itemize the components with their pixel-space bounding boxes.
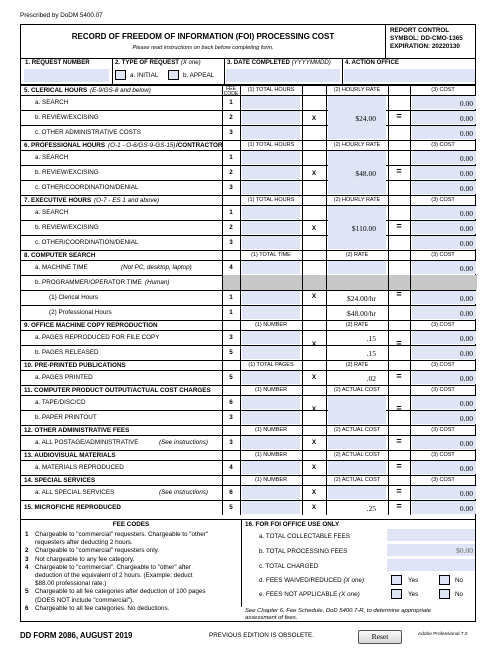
s9-row-0-hours-field[interactable]: [242, 331, 300, 344]
initial-checkbox[interactable]: [115, 70, 126, 80]
s8-row-a-cost-value: 0.00: [459, 264, 473, 273]
appeal-checkbox[interactable]: [168, 70, 179, 80]
s14-row-note: (See instructions): [159, 489, 208, 496]
section-s10-col3: (3) COST: [431, 362, 455, 368]
s7-eq-mark: =: [396, 221, 402, 231]
section-s5-col1: (1) TOTAL HOURS: [247, 87, 295, 93]
fee-codes-title: FEE CODES: [112, 521, 150, 528]
action-office-label: 4. ACTION OFFICE: [345, 59, 399, 66]
fee-code-number-3: 3: [25, 555, 29, 563]
section-s13-col2: (2) ACTUAL COST: [333, 452, 381, 458]
s8-eq-mark: =: [396, 289, 402, 299]
s8-row-a-note: (Not PC, desktop, laptop): [121, 264, 192, 271]
s8-professional-hours-field[interactable]: [242, 306, 300, 319]
section-s13-col3: (3) COST: [431, 452, 455, 458]
fee-code-4-line: $88.00 professional rate.): [35, 580, 107, 588]
request-number-label: 1. REQUEST NUMBER: [25, 59, 90, 66]
s14-x-mark: X: [311, 489, 317, 496]
fees-waived-label: d. FEES WAIVED/REDUCED: [259, 577, 342, 584]
fee-code-number-2: 2: [25, 547, 29, 555]
s15-cost-value: 0.00: [459, 504, 473, 513]
s7-row-0-label: a. SEARCH: [35, 209, 69, 216]
report-control-2: SYMBOL: DD-CMO-1365: [390, 35, 463, 42]
s15-number-field[interactable]: [242, 501, 300, 514]
s13-row-hours-field[interactable]: [242, 461, 300, 474]
s11-row-1-hours-field[interactable]: [242, 411, 300, 424]
s5-row-1-code: 2: [229, 114, 233, 121]
fees-waived-yes-checkbox[interactable]: [391, 575, 402, 585]
s11-row-0-code: 6: [229, 399, 233, 406]
code-label: CODE: [223, 91, 239, 97]
s6-row-0-hours-field[interactable]: [242, 151, 300, 164]
footnote-line-1: See Chapter 6, Fee Schedule, DoD 5400.7-R, to determine appropriate: [245, 608, 431, 614]
section-s6-col2: (2) HOURLY RATE: [333, 142, 381, 148]
s6-row-1-label: b. REVIEW/EXCISING: [35, 169, 99, 176]
s6-rate-value: $48.00: [355, 169, 376, 178]
s11-row-1-cost-value: 0.00: [459, 414, 473, 423]
s9-row-1-label: b. PAGES RELEASED: [35, 349, 99, 356]
s6-row-2-label: c. OTHER/COORDINATION/DENIAL: [35, 184, 139, 191]
s5-row-2-label: c. OTHER ADMINISTRATIVE COSTS: [35, 129, 141, 136]
s6-x-mark: X: [311, 170, 317, 177]
s9-eq-mark: =: [396, 338, 402, 348]
section-s12-col2: (2) ACTUAL COST: [333, 427, 381, 433]
s5-row-1-cost-value: 0.00: [459, 114, 473, 123]
fee-code-6-line: Chargeable to all fee categories. No deductions.: [35, 604, 170, 612]
section-s10-col2: (2) RATE: [345, 362, 369, 368]
s7-row-0-hours-field[interactable]: [242, 206, 300, 219]
s6-eq-mark: =: [396, 166, 402, 176]
s11-row-0-cost-value: 0.00: [459, 399, 473, 408]
s12-row-code: 3: [229, 439, 233, 446]
s11-row-1-code: 3: [229, 414, 233, 421]
action-office-field[interactable]: [344, 69, 475, 82]
s11-row-0-label: a. TAPE/DISC/CD: [35, 399, 86, 406]
footnote-line-2: assessment of fees.: [245, 615, 298, 621]
s14-eq-mark: =: [396, 486, 402, 496]
s5-row-2-hours-field[interactable]: [242, 126, 300, 139]
initial-label: a. INITIAL: [130, 72, 159, 79]
s10-x-mark: X: [311, 374, 317, 381]
s7-row-2-cost-value: 0.00: [459, 239, 473, 248]
section-s8-col3: (3) COST: [431, 252, 455, 258]
s8-row-b-note: (Human): [145, 279, 170, 286]
section-s6-note: (O-1 - O-6/GS-9-GS-15): [108, 142, 176, 149]
fees-not-applicable-label: e. FEES NOT APPLICABLE: [259, 591, 338, 598]
s11-actual-cost-field[interactable]: [328, 396, 386, 424]
s13-eq-mark: =: [396, 461, 402, 471]
s7-row-1-hours-field[interactable]: [242, 221, 300, 234]
section-s13-title: 13. AUDIOVISUAL MATERIALS: [24, 452, 116, 459]
s7-row-1-code: 2: [229, 224, 233, 231]
s5-row-0-label: a. SEARCH: [35, 99, 69, 106]
s8-row-b1-label: (1) Clerical Hours: [49, 294, 98, 301]
s12-row-label: a. ALL POSTAGE/ADMINISTRATIVE: [35, 439, 139, 446]
section-s14-title: 14. SPECIAL SERVICES: [24, 477, 96, 484]
s9-row-1-hours-field[interactable]: [242, 346, 300, 359]
section-s13-col1: (1) NUMBER: [254, 452, 288, 458]
s6-row-2-cost-value: 0.00: [459, 184, 473, 193]
fees-waived-note: (X one): [343, 577, 365, 584]
s7-row-2-label: c. OTHER/COORDINATION/DENIAL: [35, 239, 139, 246]
total-processing-label: b. TOTAL PROCESSING FEES: [259, 548, 348, 555]
s8-rate2-value: $48.00/hr: [347, 309, 376, 318]
s10-row-label: a. PAGES PRINTED: [35, 374, 93, 381]
s14-actual-cost-field[interactable]: [328, 486, 386, 499]
s5-row-2-cost-value: 0.00: [459, 129, 473, 138]
s7-row-1-label: b. REVIEW/EXCISING: [35, 224, 99, 231]
s15-code: 5: [229, 504, 233, 511]
fee-code-number-5: 5: [25, 588, 29, 596]
s11-eq-mark: =: [396, 403, 402, 413]
office-use-title: 16. FOR FOI OFFICE USE ONLY: [245, 521, 340, 528]
s14-row-code: 6: [229, 489, 233, 496]
section-s12-col3: (3) COST: [431, 427, 455, 433]
section-s9-title: 9. OFFICE MACHINE COPY REPRODUCTION: [24, 322, 158, 329]
fees-na-no-checkbox[interactable]: [439, 589, 450, 599]
fees-not-applicable-note: (X one): [339, 591, 360, 598]
s6-row-2-hours-field[interactable]: [242, 181, 300, 194]
s7-row-1-cost-value: 0.00: [459, 224, 473, 233]
fees-waived-no-label: No: [455, 577, 464, 584]
section-s11-title: 11. COMPUTER PRODUCT OUTPUT/ACTUAL COST CHARGES: [24, 387, 211, 394]
s6-row-0-cost-value: 0.00: [459, 154, 473, 163]
s7-rate-value: $110.00: [351, 224, 376, 233]
s8-row-b-label: b. PROGRAMMER/OPERATOR TIME: [35, 279, 142, 286]
s9-row-1-cost-value: 0.00: [459, 349, 473, 358]
section-s14-col2: (2) ACTUAL COST: [333, 477, 381, 483]
s8-row-b-shaded: [222, 275, 477, 290]
s13-row-code: 4: [229, 464, 233, 471]
s8-row-b2-code: 1: [229, 309, 233, 316]
total-collectable-label: a. TOTAL COLLECTABLE FEES: [259, 533, 350, 540]
s9-row-0-code: 3: [229, 334, 233, 341]
s8-row-b1-cost-value: 0.00: [459, 294, 473, 303]
s14-row-label: a. ALL SPECIAL SERVICES: [35, 489, 115, 496]
total-charged-label: c. TOTAL CHARGED: [259, 563, 319, 570]
reset-button[interactable]: Reset: [358, 630, 402, 644]
type-request-note: (X one): [180, 59, 201, 66]
s15-rate-value: .25: [366, 504, 376, 513]
fees-waived-no-checkbox[interactable]: [439, 575, 450, 585]
s10-rate-value: .02: [366, 374, 376, 383]
s13-x-mark: X: [311, 464, 317, 471]
section-s7-col1: (1) TOTAL HOURS: [247, 197, 295, 203]
s11-x-mark: X: [311, 406, 317, 413]
fee-code-number-6: 6: [25, 604, 29, 612]
s7-x-mark: X: [311, 225, 317, 232]
total-collectable-field[interactable]: [387, 529, 475, 541]
section-s5-col3: (3) COST: [431, 87, 455, 93]
appeal-label: b. APPEAL: [183, 72, 215, 79]
s8-clerical-hours-field[interactable]: [242, 291, 300, 304]
s9-rate-1: .15: [366, 349, 376, 358]
s14-row-hours-field[interactable]: [242, 486, 300, 499]
s9-rate-0: .15: [366, 334, 376, 343]
s6-row-1-code: 2: [229, 169, 233, 176]
s10-row-hours-field[interactable]: [242, 371, 300, 384]
previous-edition: PREVIOUS EDITION IS OBSOLETE.: [209, 632, 314, 639]
fees-na-yes-label: Yes: [408, 591, 419, 598]
adobe-version: Adobe Professional 7.0: [418, 632, 468, 637]
s5-rate-value: $24.00: [355, 114, 376, 123]
s13-row-label: a. MATERIALS REPRODUCED: [35, 464, 124, 471]
total-charged-field[interactable]: [387, 559, 475, 571]
section-s12-title: 12. OTHER ADMINISTRATIVE FEES: [24, 427, 130, 434]
section-s15-title: 15. MICROFICHE REPRODUCED: [24, 504, 121, 511]
s5-row-0-cost-value: 0.00: [459, 99, 473, 108]
section-s6-col3: (3) COST: [431, 142, 455, 148]
s5-row-0-hours-field[interactable]: [242, 96, 300, 109]
section-s9-col3: (3) COST: [431, 322, 455, 328]
section-s10-title: 10. PRE-PRINTED PUBLICATIONS: [24, 362, 126, 369]
section-s11-col3: (3) COST: [431, 387, 455, 393]
fee-label: FEE: [226, 86, 236, 92]
fees-waived-yes-label: Yes: [408, 577, 419, 584]
section-s14-col1: (1) NUMBER: [254, 477, 288, 483]
fee-code-1-line: requesters after deducting 2 hours.: [35, 539, 133, 547]
date-completed-field[interactable]: [226, 69, 340, 82]
section-s6-title: 6. PROFESSIONAL HOURS: [24, 142, 106, 149]
s12-row-note: (See instructions): [159, 439, 208, 446]
s15-eq-mark: =: [396, 501, 402, 511]
report-control-3: EXPIRATION: 20220130: [390, 43, 460, 50]
fee-code-5-line: (DOES NOT include "commercial").: [35, 596, 134, 604]
foi-cost-form: [20, 24, 476, 622]
s13-actual-cost-field[interactable]: [328, 461, 386, 474]
s7-row-2-hours-field[interactable]: [242, 236, 300, 249]
s8-rate1-value: $24.00/hr: [347, 294, 376, 303]
section-s11-col2: (2) ACTUAL COST: [333, 387, 381, 393]
section-s5-note: (E-9/GS-8 and below): [90, 87, 151, 94]
s6-row-0-code: 1: [229, 154, 233, 161]
s5-x-mark: X: [311, 115, 317, 122]
s9-row-1-code: 5: [229, 349, 233, 356]
s12-x-mark: X: [311, 439, 317, 446]
section-s6-tail: /CONTRACTOR: [176, 142, 223, 149]
s12-row-hours-field[interactable]: [242, 436, 300, 449]
s12-eq-mark: =: [396, 436, 402, 446]
fee-code-2-line: Chargeable to "commercial" requesters only.: [35, 547, 160, 555]
section-s7-col2: (2) HOURLY RATE: [333, 197, 381, 203]
section-s8-title: 8. COMPUTER SEARCH: [24, 252, 96, 259]
fees-na-yes-checkbox[interactable]: [391, 589, 402, 599]
s5-row-0-code: 1: [229, 99, 233, 106]
fee-code-4-line: deduction of the equivalent of 2 hours. (Example: deduct: [35, 572, 193, 579]
s5-eq-mark: =: [396, 111, 402, 121]
s9-x-mark: X: [311, 341, 317, 348]
date-completed-label: 3. DATE COMPLETED: [227, 59, 290, 66]
section-s7-note: (O-7 - ES 1 and above): [94, 197, 160, 204]
fee-code-3-line: Not chargeable to any fee category.: [35, 555, 135, 563]
s6-row-1-hours-field[interactable]: [242, 166, 300, 179]
s9-row-0-cost-value: 0.00: [459, 334, 473, 343]
section-s5-title: 5. CLERICAL HOURS: [24, 87, 88, 94]
section-s11-col1: (1) NUMBER: [254, 387, 288, 393]
s11-row-0-hours-field[interactable]: [242, 396, 300, 409]
s5-row-1-label: b. REVIEW/EXCISING: [35, 114, 99, 121]
s8-row-b2-label: (2) Professional Hours: [49, 309, 112, 316]
fee-code-number-1: 1: [25, 531, 29, 538]
fee-code-1-line: Chargeable to "commercial" requesters. Chargeable to "other": [35, 531, 209, 538]
section-s12-col1: (1) NUMBER: [254, 427, 288, 433]
section-s6-col1: (1) TOTAL HOURS: [247, 142, 295, 148]
s6-row-2-code: 3: [229, 184, 233, 191]
s7-row-0-code: 1: [229, 209, 233, 216]
s8-row-a-label: a. MACHINE TIME: [35, 264, 88, 271]
s6-row-0-label: a. SEARCH: [35, 154, 69, 161]
s8-row-b1-code: 1: [229, 294, 233, 301]
section-s7-col3: (3) COST: [431, 197, 455, 203]
s12-row-cost-value: 0.00: [459, 439, 473, 448]
section-s9-col2: (2) RATE: [345, 322, 369, 328]
s7-row-0-cost-value: 0.00: [459, 209, 473, 218]
form-number: DD FORM 2086, AUGUST 2019: [20, 631, 133, 640]
s8-machine-rate-field[interactable]: [328, 261, 386, 274]
section-s14-col3: (3) COST: [431, 477, 455, 483]
s6-row-1-cost-value: 0.00: [459, 169, 473, 178]
s10-eq-mark: =: [396, 371, 402, 381]
form-title: RECORD OF FREEDOM OF INFORMATION (FOI) PROCESSING COST: [71, 32, 335, 41]
s8-row-b2-cost-value: 0.00: [459, 309, 473, 318]
section-s5-col2: (2) HOURLY RATE: [333, 87, 381, 93]
fee-code-5-line: Chargeable to all fee categories after deduction of 100 pages: [35, 588, 206, 596]
total-processing-value: $0.00: [456, 546, 473, 555]
s5-row-1-hours-field[interactable]: [242, 111, 300, 124]
s8-row-a-code: 4: [229, 264, 233, 271]
prescribed-by: Prescribed by DoDM 5400.07: [20, 12, 103, 19]
fees-na-no-label: No: [455, 591, 464, 598]
s11-row-1-label: b. PAPER PRINTOUT: [35, 414, 97, 421]
section-s10-col1: (1) TOTAL PAGES: [248, 362, 294, 368]
s9-row-0-label: a. PAGES REPRODUCED FOR FILE COPY: [35, 334, 160, 341]
section-s8-col1: (1) TOTAL TIME: [251, 252, 291, 258]
form-subtitle: Please read instructions on back before completing form.: [132, 45, 274, 51]
section-s9-col1: (1) NUMBER: [254, 322, 288, 328]
s15-x-mark: X: [311, 504, 317, 511]
fee-code-number-4: 4: [25, 563, 29, 571]
s14-row-cost-value: 0.00: [459, 489, 473, 498]
report-control-1: REPORT CONTROL: [390, 27, 450, 34]
section-s7-title: 7. EXECUTIVE HOURS: [24, 197, 92, 204]
date-note: (YYYYMMDD): [291, 59, 331, 66]
s8-x-mark: X: [311, 293, 317, 300]
s10-row-cost-value: 0.00: [459, 374, 473, 383]
s8-machine-time-field[interactable]: [242, 261, 300, 274]
s10-row-code: 5: [229, 374, 233, 381]
type-request-label: 2. TYPE OF REQUEST: [115, 59, 179, 66]
section-s8-col2: (2) RATE: [345, 252, 369, 258]
s5-row-2-code: 3: [229, 129, 233, 136]
s13-row-cost-value: 0.00: [459, 464, 473, 473]
fee-code-4-line: Chargeable to "commercial". Chargeable to "other" after: [35, 563, 191, 571]
s12-actual-cost-field[interactable]: [328, 436, 386, 449]
request-number-field[interactable]: [24, 69, 109, 82]
s7-row-2-code: 3: [229, 239, 233, 246]
